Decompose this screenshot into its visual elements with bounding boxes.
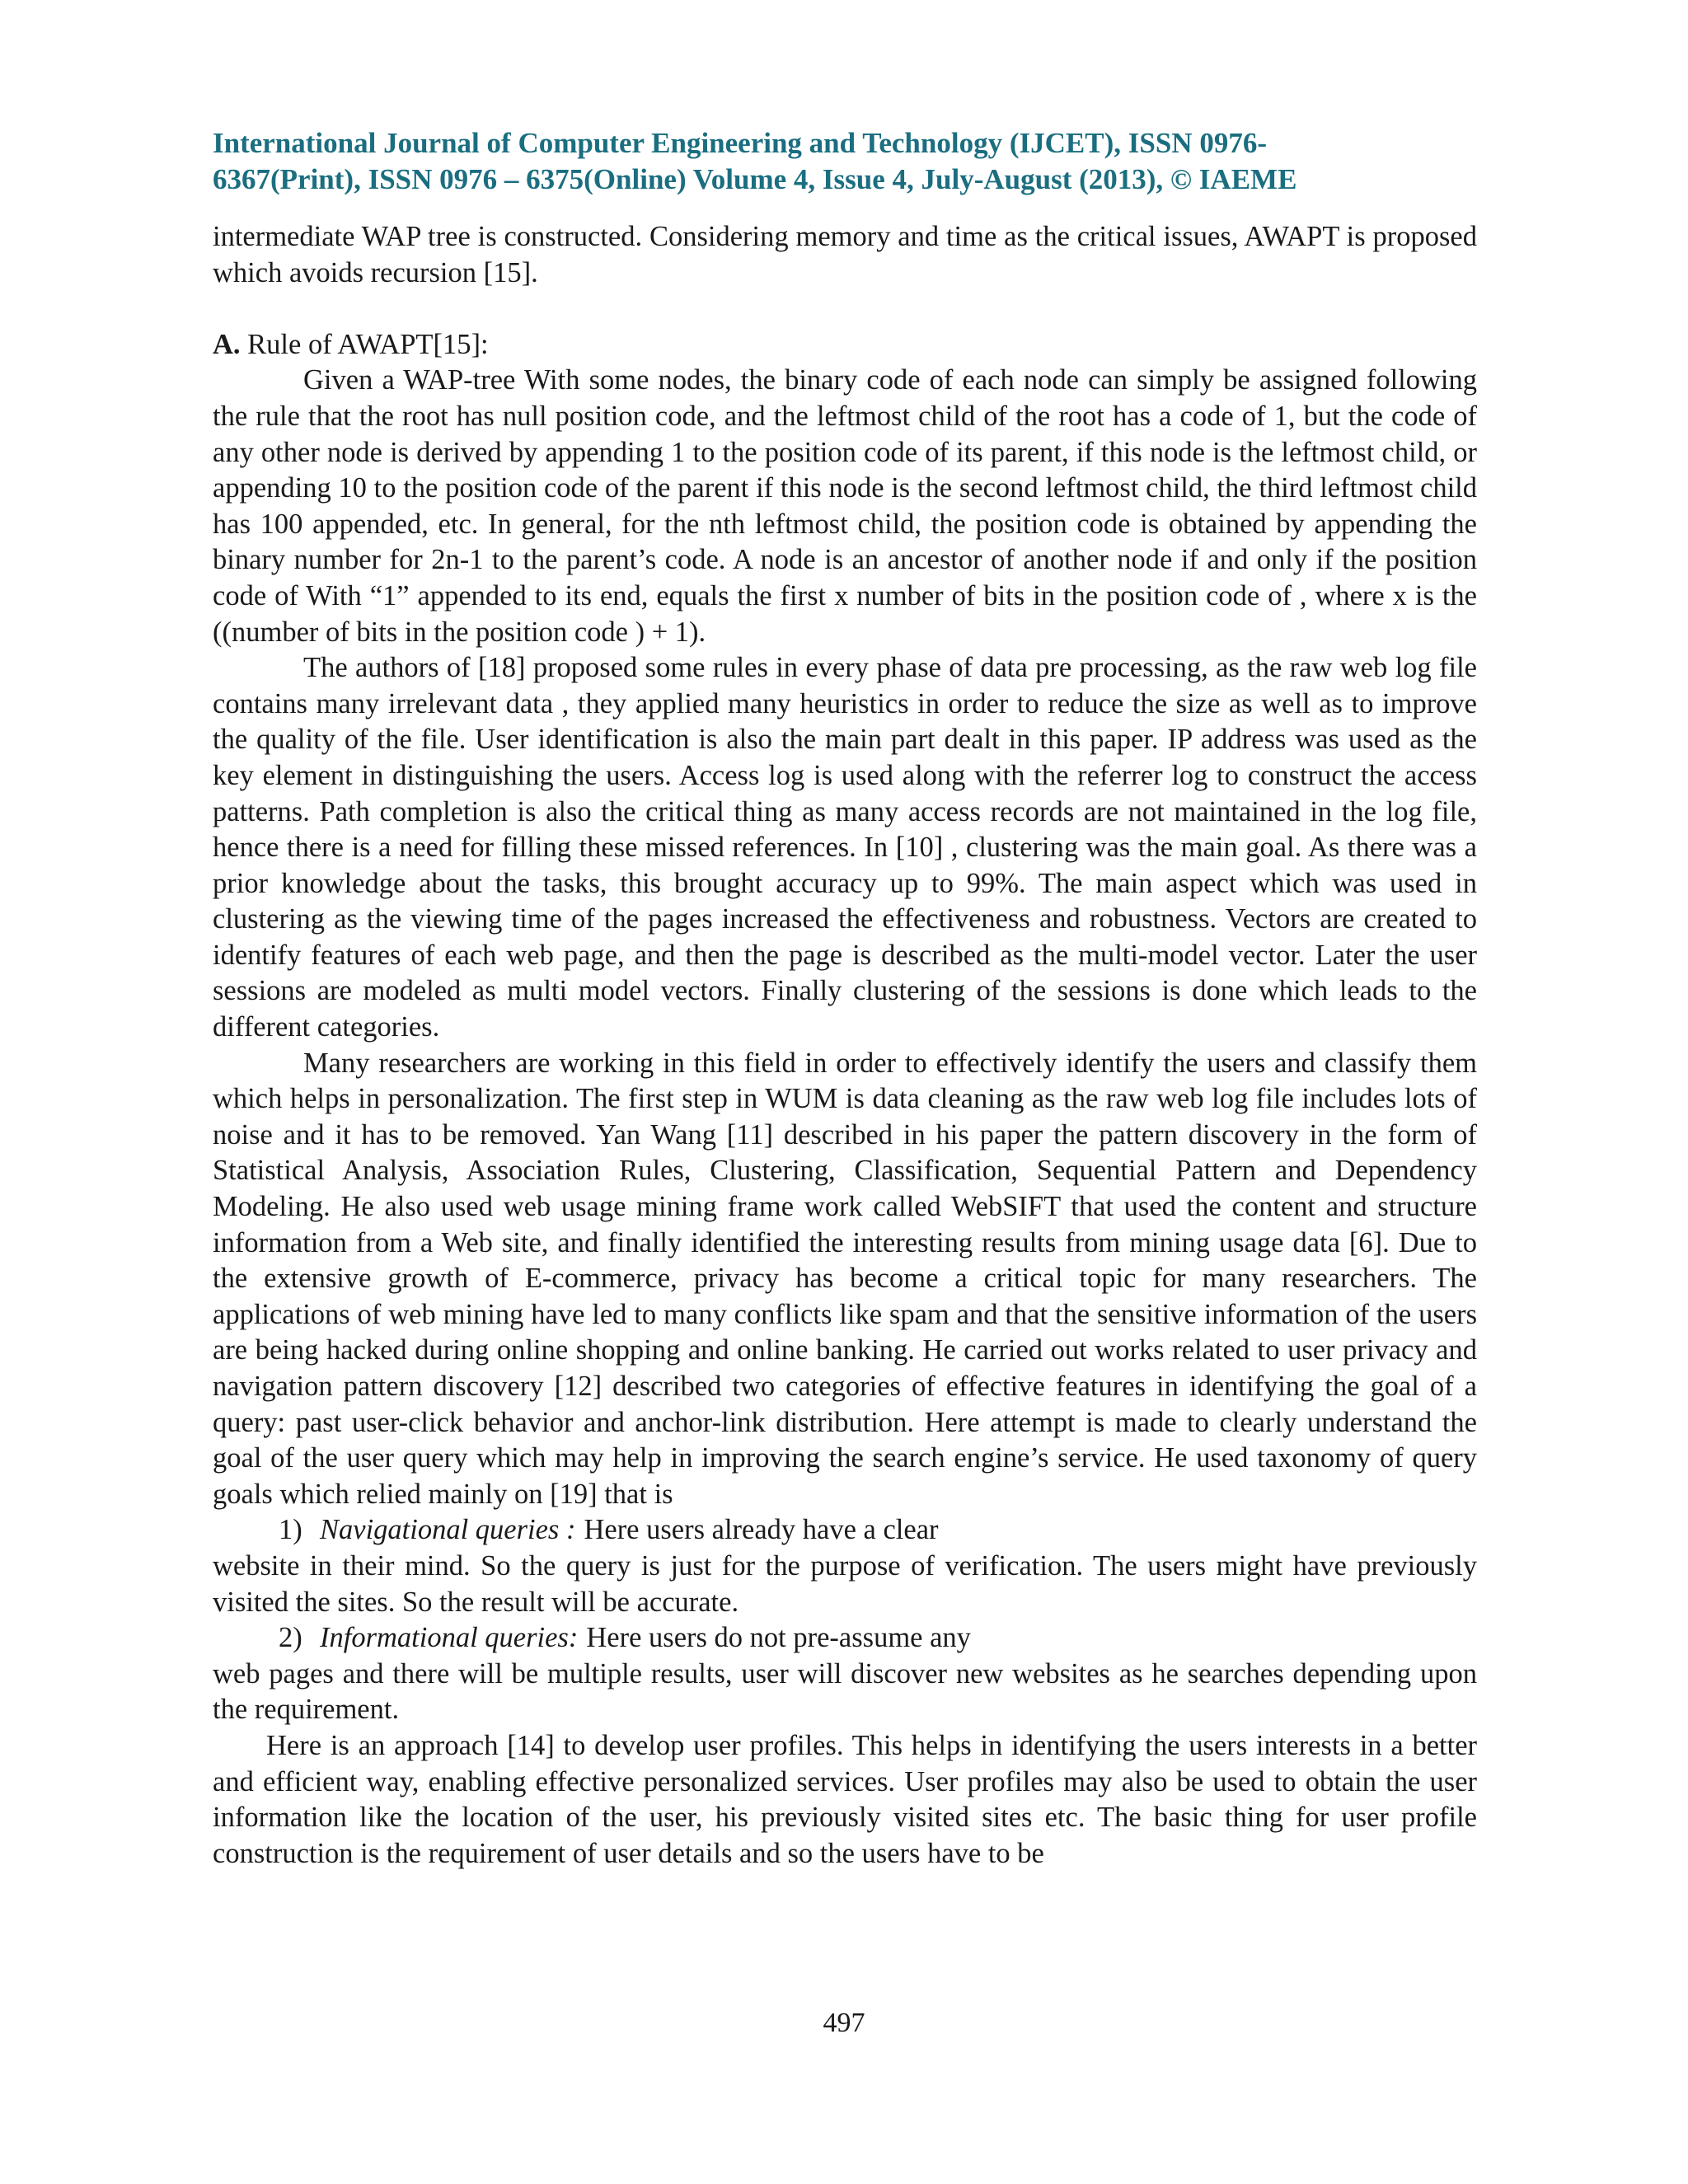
paragraph-researchers: Many researchers are working in this field in order to effectively identify the users and classify them which helps in personalization. The first step in WUM is data cleaning as the raw web log file includes lots of noise and it has to be removed. Yan Wang [11] described in his paper the pattern discovery in the form of Statistical Analysis, Association Rules, Clustering, Classification, Sequential Pattern and Dependency Modeling. He also used web usage mining frame work called WebSIFT that used the content and structure information from a Web site, and finally identified the interesting results from mining usage data [6]. Due to the extensive growth of E-commerce, privacy has become a critical topic for many researchers. The applications of web mining have led to many conflicts like spam and that the sensitive information of the users are being hacked during online shopping and online banking. He carried out works related to user privacy and navigation pattern discovery [12] described two categories of effective features in identifying the goal of a query: past user-click behavior and anchor-link distribution. Here attempt is made to clearly understand the goal of the user query which may help in improving the search engine’s service. He used taxonomy of query goals which relied mainly on [19] that is bbox=[213, 1047, 1477, 1510]
list-lead-line bbox=[320, 1620, 971, 1657]
paragraph-rule: Given a WAP-tree With some nodes, the binary code of each node can simply be assigned following the rule that the root has null position code, and the leftmost child of the root has a code of 1, but the code of any other node is derived by appending 1 to the position code of its parent, if this node is the leftmost child, or appending 10 to the position code of the parent if this node is the second leftmost child, the third leftmost child has 100 appended, etc. In general, for the nth leftmost child, the position code is obtained by appending the binary number for 2n-1 to the parent’s code. A node is an ancestor of another node if and only if the position code of With “1” appended to its end, equals the first x number of bits in the position code of , where x is the ((number of bits in the position code ) + 1). bbox=[213, 364, 1477, 648]
list-number: 1) bbox=[279, 1514, 302, 1546]
paragraph-authors18: The authors of [18] proposed some rules in every phase of data pre processing, as the raw web log file contains many irrelevant data , they applied many heuristics in order to reduce the size as well as to improve the quality of the file. User identification is also the main part dealt in this paper. IP address was used as the key element in distinguishing the users. Access log is used along with the referrer log to construct the access patterns. Path completion is also the critical thing as many access records are not maintained in the log file, hence there is a need for filling these missed references. In [10] , clustering was the main goal. As there was a prior knowledge about the tasks, this brought accuracy up to 99%. The main aspect which was used in clustering as the viewing time of the pages increased the effectiveness and robustness. Vectors are created to identify features of each web page, and then the page is described as the multi-model vector. Later the user sessions are modeled as multi model vectors. Finally clustering of the sessions is done which leads to the different categories. bbox=[213, 652, 1477, 1043]
journal-header-line1: International Journal of Computer Engineering and Technology (IJCET), ISSN 0976- bbox=[213, 127, 1267, 159]
list-term: Informational queries: bbox=[320, 1622, 579, 1654]
paragraph-gap bbox=[213, 291, 1477, 327]
body-text bbox=[213, 219, 1477, 1872]
list-lead: Here users already have a clear bbox=[584, 1514, 939, 1546]
list-item-navigational bbox=[213, 1512, 1477, 1549]
page-number: 497 bbox=[823, 2008, 865, 2038]
section-label: A. bbox=[213, 328, 241, 360]
paragraph-approach14: Here is an approach [14] to develop user profiles. This helps in identifying the users interests in a better and efficient way, enabling effective personalized services. User profiles may also be used to obtain the user information like the location of the user, his previously visited sites etc. The basic thing for user profile construction is the requirement of user details and so the users have to be bbox=[213, 1729, 1477, 1869]
journal-header-line2: 6367(Print), ISSN 0976 – 6375(Online) Volume 4, Issue 4, July-August (2013), © IAEME bbox=[213, 163, 1297, 195]
section-title: Rule of AWAPT[15]: bbox=[247, 328, 489, 360]
list-lead-line bbox=[320, 1512, 939, 1549]
journal-header bbox=[213, 125, 1477, 198]
list-item-informational bbox=[213, 1620, 1477, 1657]
intro-paragraph: intermediate WAP tree is constructed. Considering memory and time as the critical issues, AWAPT is proposed which avoids recursion [15]. bbox=[213, 221, 1477, 288]
page-content bbox=[213, 125, 1477, 1872]
section-heading bbox=[213, 327, 1477, 363]
list-number: 2) bbox=[279, 1622, 302, 1654]
list-continuation: web pages and there will be multiple results, user will discover new websites as he searches depending upon the requirement. bbox=[213, 1657, 1477, 1726]
list-continuation: website in their mind. So the query is just for the purpose of verification. The users might have previously visited the sites. So the result will be accurate. bbox=[213, 1549, 1477, 1618]
list-lead: Here users do not pre-assume any bbox=[586, 1622, 971, 1654]
list-term: Navigational queries : bbox=[320, 1514, 576, 1546]
